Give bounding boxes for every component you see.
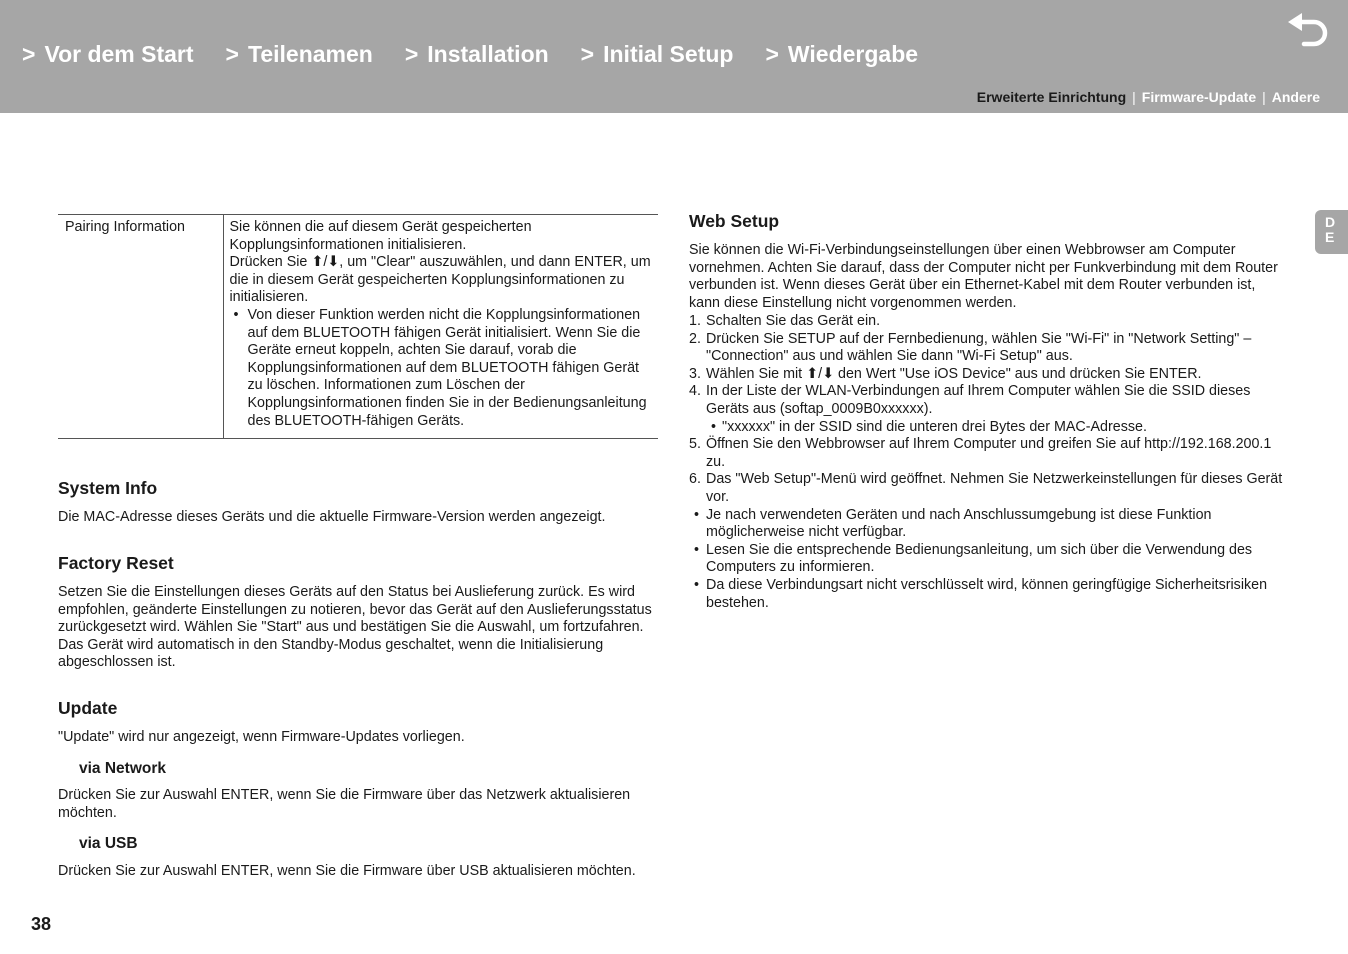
step-number: 3. [689, 365, 701, 382]
nav-label: Wiedergabe [787, 40, 919, 67]
description-bullet: • Von dieser Funktion werden nicht die Kopplungsinformationen auf dem BLUETOOTH fähigen Gerät initialisiert. Wenn Sie die Geräte erneut koppeln, achten Sie darauf, vorab die Kopplungsinformationen auf dem BLUETOOTH fähigen Gerät zu löschen. Informationen zum Löschen der Kopplungsinformationen finden Sie in der Bedienungsanleitung des BLUETOOTH-fähigen Geräts. [230, 307, 653, 430]
list-item [689, 471, 1289, 506]
language-tab [1315, 210, 1348, 254]
subnav-separator: | [1262, 89, 1266, 105]
nav-label: Initial Setup [603, 40, 734, 67]
web-setup-heading: Web Setup [689, 211, 780, 231]
via-usb-text: Drücken Sie zur Auswahl ENTER, wenn Sie die Firmware über USB aktualisieren möchten. [58, 863, 636, 879]
via-network-heading: via Network [79, 760, 167, 777]
pairing-table [58, 214, 658, 439]
nav-initial-setup[interactable] [581, 41, 734, 68]
nav-label: Installation [427, 40, 549, 67]
nav-teilenamen[interactable] [226, 41, 373, 68]
list-item [689, 313, 1289, 331]
nav-label: Vor dem Start [44, 40, 194, 67]
description-line: Drücken Sie ⬆/⬇, um "Clear" auszuwählen, und dann ENTER, um die in diesem Gerät gespeicherten Kopplungsinformationen zu initialisieren. [229, 254, 651, 306]
page-number: 38 [31, 914, 52, 934]
nav-arrow: > [765, 40, 779, 67]
step-text: Öffnen Sie den Webbrowser auf Ihrem Computer und greifen Sie auf http://192.168.200.1 zu. [706, 436, 1272, 470]
nav-arrow: > [404, 40, 419, 67]
step-text: Schalten Sie das Gerät ein. [706, 313, 881, 329]
system-info-text: Die MAC-Adresse dieses Geräts und die aktuelle Firmware-Version werden angezeigt. [58, 509, 606, 525]
list-item [689, 436, 1289, 471]
subnav-andere[interactable]: Andere [1271, 89, 1320, 105]
factory-reset-text: Setzen Sie die Einstellungen dieses Geräts auf den Status bei Auslieferung zurück. Es wird empfohlen, geänderte Einstellungen zu notieren, bevor das Gerät auf den Auslieferungsstatus zurückgesetzt wird. Wählen Sie "Start" aus und bestätigen Sie die Auswahl, um fortzufahren. Das Gerät wird automatisch in den Standby-Modus geschaltet, wenn die Initialisierung abgeschlossen ist. [58, 584, 652, 671]
header-bar [0, 0, 1348, 113]
update-heading: Update [58, 698, 118, 718]
sub-navigation [977, 89, 1320, 105]
description-line: Sie können die auf diesem Gerät gespeicherten Kopplungsinformationen initialisieren. [229, 219, 532, 253]
nav-arrow: > [22, 40, 36, 67]
note-bullet: • Je nach verwendeten Geräten und nach Anschlussumgebung ist diese Funktion möglicherweise nicht verfügbar. [689, 507, 1289, 542]
step-text: Das "Web Setup"-Menü wird geöffnet. Nehmen Sie Netzwerkeinstellungen für dieses Gerät vor. [706, 471, 1283, 505]
web-setup-steps [689, 313, 1289, 612]
language-letter-1: D [1325, 214, 1336, 230]
subnav-erweiterte-einrichtung: Erweiterte Einrichtung [976, 89, 1127, 105]
step-number: 4. [689, 383, 701, 400]
subnav-separator: | [1132, 89, 1136, 105]
list-item [689, 366, 1289, 384]
via-usb-heading: via USB [79, 835, 138, 852]
step-text: In der Liste der WLAN-Verbindungen auf Ihrem Computer wählen Sie die SSID dieses Geräts aus (softap_0009B0xxxxxx). [706, 383, 1251, 417]
top-navigation [22, 38, 950, 70]
setting-name: Pairing Information [58, 215, 223, 439]
list-item [689, 331, 1289, 366]
nav-installation[interactable] [405, 41, 549, 68]
table-row [58, 215, 658, 439]
nav-arrow: > [580, 40, 595, 67]
nav-label: Teilenamen [247, 40, 373, 67]
step-sub-bullet: • "xxxxxx" in der SSID sind die unteren drei Bytes der MAC-Adresse. [689, 419, 1289, 437]
system-info-heading: System Info [58, 478, 158, 498]
note-bullet: • Da diese Verbindungsart nicht verschlüsselt wird, können geringfügige Sicherheitsrisiken bestehen. [689, 577, 1289, 612]
web-setup-intro: Sie können die Wi-Fi-Verbindungseinstellungen über einen Webbrowser am Computer vornehmen. Achten Sie darauf, dass der Computer nicht per Funkverbindung mit dem Router verbunden ist. Wenn dieses Gerät über ein Ethernet-Kabel mit dem Router verbunden ist, kann diese Einstellung nicht vorgenommen werden. [689, 242, 1278, 311]
note-bullet: • Lesen Sie die entsprechende Bedienungsanleitung, um sich über die Verwendung des Computers zu informieren. [689, 542, 1289, 577]
step-number: 6. [689, 471, 701, 488]
step-number: 1. [689, 313, 701, 329]
step-text: Wählen Sie mit ⬆/⬇ den Wert "Use iOS Device" aus und drücken Sie ENTER. [706, 365, 1202, 382]
back-arrow-icon[interactable] [1286, 12, 1330, 52]
nav-vor-dem-start[interactable] [22, 41, 194, 68]
factory-reset-heading: Factory Reset [58, 553, 174, 573]
nav-arrow: > [225, 40, 239, 67]
list-item [689, 383, 1289, 418]
setting-description [223, 215, 658, 439]
via-network-text: Drücken Sie zur Auswahl ENTER, wenn Sie die Firmware über das Netzwerk aktualisieren möchten. [58, 787, 631, 821]
update-text: "Update" wird nur angezeigt, wenn Firmware-Updates vorliegen. [58, 729, 465, 745]
nav-wiedergabe[interactable] [765, 41, 918, 68]
subnav-firmware-update[interactable]: Firmware-Update [1141, 89, 1257, 105]
step-text: Drücken Sie SETUP auf der Fernbedienung, wählen Sie "Wi-Fi" in "Network Setting" – "Connection" aus und wählen Sie dann "Wi-Fi Setup" aus. [706, 330, 1252, 365]
step-number: 2. [689, 330, 701, 347]
language-letter-2: E [1325, 229, 1335, 245]
step-number: 5. [689, 436, 701, 453]
